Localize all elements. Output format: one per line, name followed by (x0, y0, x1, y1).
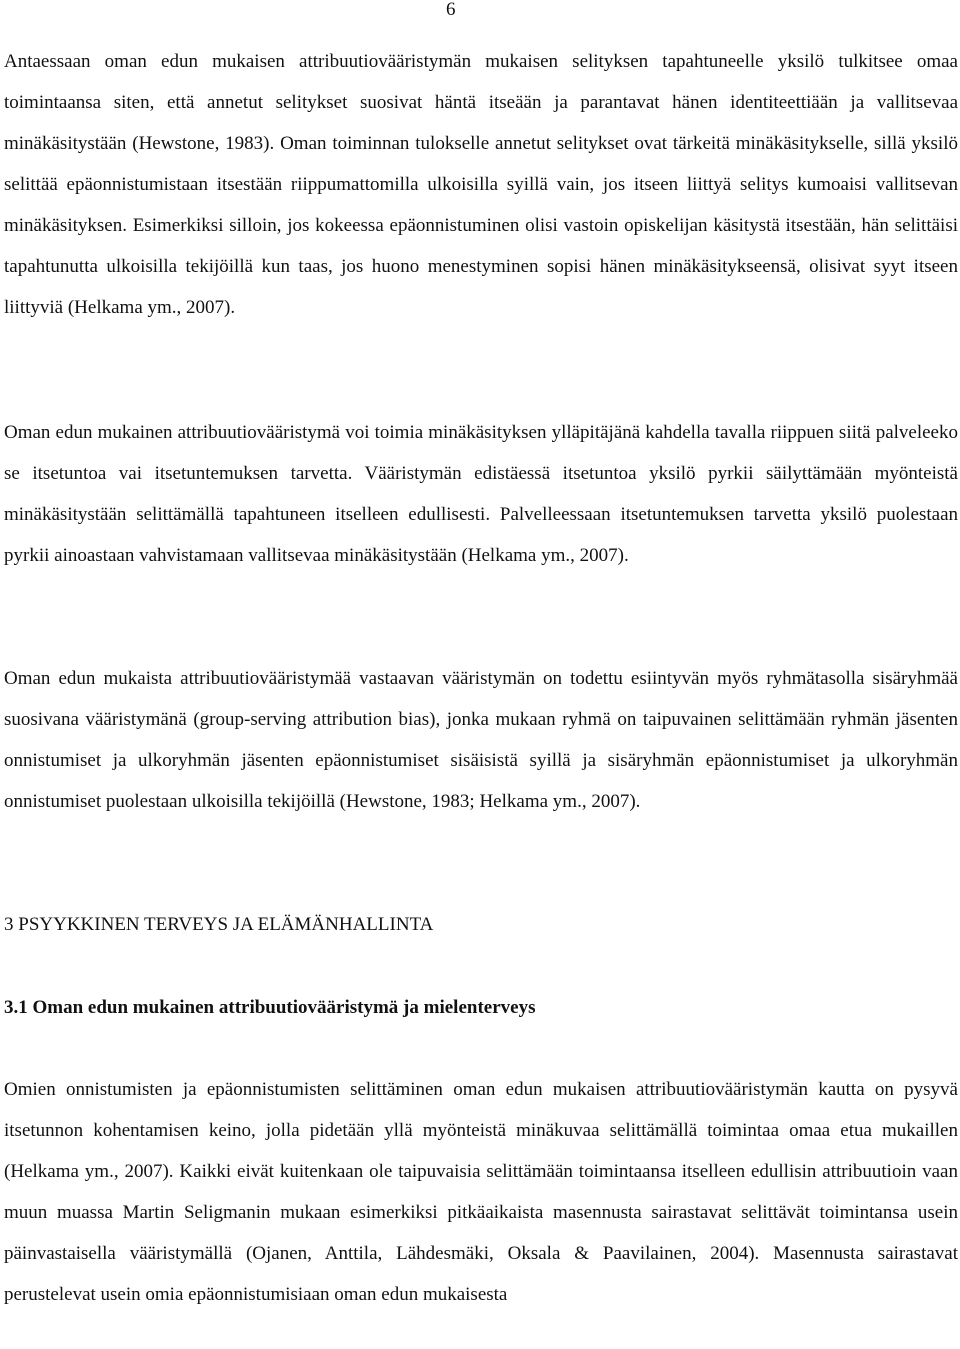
paragraph-3: Oman edun mukaista attribuutiovääristymää vastaavan vääristymän on todettu esiintyvän myös ryhmätasolla sisäryhmää suosivana vääristymänä (group-serving attribution bias), jonka mukaan ryhmä on taipuvainen selittämään ryhmän jäsenten onnistumiset ja ulkoryhmän jäsenten epäonnistumiset sisäisistä syillä ja sisäryhmän epäonnistumiset ja ulkoryhmän onnistumiset puolestaan ulkoisilla tekijöillä (Hewstone, 1983; Helkama ym., 2007). (4, 668, 958, 812)
paragraph-4-block (4, 1069, 958, 1315)
paragraph-2-block (4, 412, 958, 576)
chapter-heading: 3 PSYYKKINEN TERVEYS JA ELÄMÄNHALLINTA (4, 914, 434, 935)
section-heading: 3.1 Oman edun mukainen attribuutiovääristymä ja mielenterveys (4, 997, 536, 1018)
paragraph-1: Antaessaan oman edun mukaisen attribuutiovääristymän mukaisen selityksen tapahtuneelle yksilö tulkitsee omaa toimintaansa siten, että annetut selitykset suosivat häntä itseään ja parantavat hänen identiteettiään ja vallitsevaa minäkäsitystään (Hewstone, 1983). Oman toiminnan tulokselle annetut selitykset ovat tärkeitä minäkäsitykselle, sillä yksilö selittää epäonnistumistaan itsestään riippumattomilla ulkoisilla syillä vain, jos itseen liittyä selitys kumoaisi vallitsevan minäkäsityksen. Esimerkiksi silloin, jos kokeessa epäonnistuminen olisi vastoin opiskelijan käsitystä itsestään, hän selittäisi tapahtunutta ulkoisilla tekijöillä kun taas, jos huono menestyminen sopisi hänen minäkäsitykseensä, olisivat syyt itseen liittyviä (Helkama ym., 2007). (4, 51, 958, 318)
paragraph-3-block (4, 658, 958, 822)
paragraph-4: Omien onnistumisten ja epäonnistumisten selittäminen oman edun mukaisen attribuutiovääristymän kautta on pysyvä itsetunnon kohentamisen keino, jolla pidetään yllä myönteistä minäkuvaa selittämällä toimintaa omaa etua mukaillen (Helkama ym., 2007). Kaikki eivät kuitenkaan ole taipuvaisia selittämään toimintaansa itselleen edullisin attribuutioin vaan muun muassa Martin Seligmanin mukaan esimerkiksi pitkäaikaista masennusta sairastavat selittävät toimintansa usein päinvastaisella vääristymällä (Ojanen, Anttila, Lähdesmäki, Oksala & Paavilainen, 2004). Masennusta sairastavat perustelevat usein omia epäonnistumisiaan oman edun mukaisesta (4, 1079, 958, 1305)
page-number: 6 (446, 0, 456, 20)
paragraph-1-block (4, 41, 958, 328)
paragraph-2: Oman edun mukainen attribuutiovääristymä voi toimia minäkäsityksen ylläpitäjänä kahdella tavalla riippuen siitä palveleeko se itsetuntoa vai itsetuntemuksen tarvetta. Vääristymän edistäessä itsetuntoa yksilö pyrkii säilyttämään myönteistä minäkäsitystään selittämällä tapahtuneen itselleen edullisesti. Palvelleessaan itsetuntemuksen tarvetta yksilö puolestaan pyrkii ainoastaan vahvistamaan vallitsevaa minäkäsitystään (Helkama ym., 2007). (4, 422, 958, 566)
